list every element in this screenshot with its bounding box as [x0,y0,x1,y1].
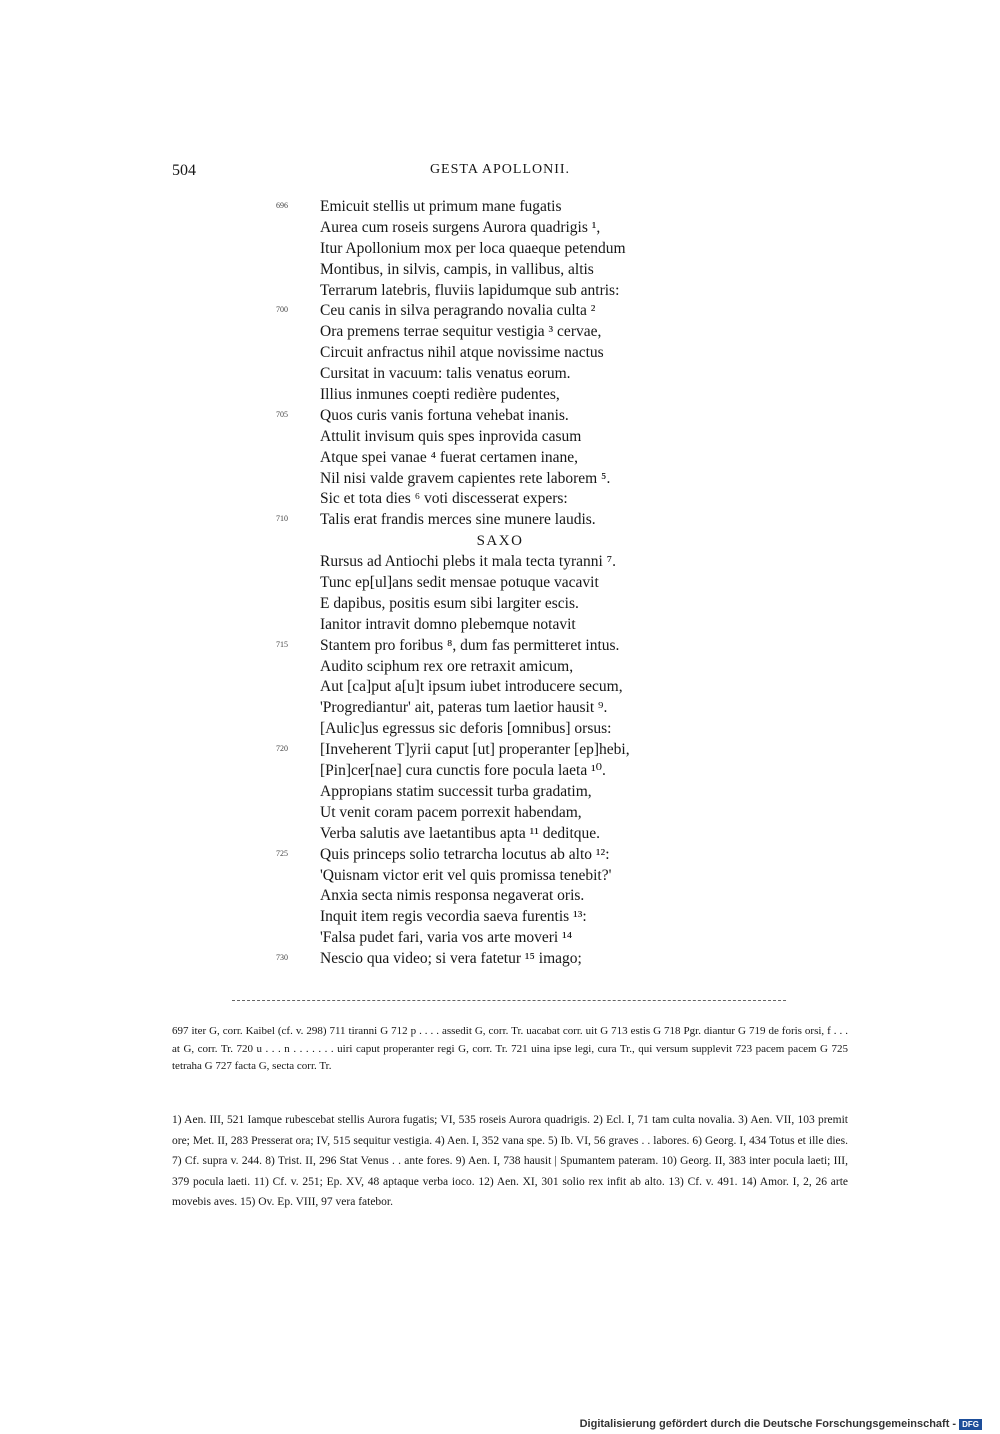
verse-line [0,657,1000,678]
verse-line [0,469,1000,490]
verse-line [0,803,1000,824]
verse-text: E dapibus, positis esum sibi largiter escis. [320,594,579,612]
verse-text: Nil nisi valde gravem capientes rete laborem ⁵. [320,469,611,487]
verse-line [0,740,1000,761]
verse-text: Quos curis vanis fortuna vehebat inanis. [320,406,569,424]
verse-line [0,615,1000,636]
verse-line [0,907,1000,928]
verse-text: SAXO [476,533,524,550]
verse-line [0,260,1000,281]
verse-line [0,406,1000,427]
line-number: 730 [276,953,288,963]
verse-text: Circuit anfractus nihil atque novissime nactus [320,344,604,362]
verse-line [0,949,1000,970]
verse-line [0,448,1000,469]
verse-line [0,573,1000,594]
verse-text: Nescio qua video; si vera fatetur ¹⁵ imago; [320,950,582,968]
verse-text: 'Progrediantur' ait, pateras tum laetior hausit ⁹. [320,699,608,717]
verse-line [0,928,1000,949]
line-number: 700 [276,305,288,315]
verse-text: Aut [ca]put a[u]t ipsum iubet introducere secum, [320,678,623,696]
verse-text: Terrarum latebris, fluviis lapidumque sub antris: [320,281,620,299]
verse-line [0,698,1000,719]
verse-text: Quis princeps solio tetrarcha locutus ab alto ¹²: [320,845,610,863]
verse-text: Itur Apollonium mox per loca quaeque petendum [320,239,626,257]
verse-line [0,677,1000,698]
dfg-logo: DFG [959,1419,982,1430]
verse-line [0,886,1000,907]
verse-text: Montibus, in silvis, campis, in vallibus, altis [320,260,594,278]
verse-line [0,301,1000,322]
line-number: 696 [276,201,288,210]
credit-text: Digitalisierung gefördert durch die Deutsche Forschungsgemeinschaft - [579,1418,957,1430]
verse-line [0,427,1000,448]
verse-text: [Inveherent T]yrii caput [ut] properanter [ep]hebi, [320,741,630,759]
digitization-credit [580,1418,982,1430]
verse-line [0,866,1000,887]
verse-line [0,636,1000,657]
line-number: 705 [276,409,288,419]
separator-rule [232,1000,786,1001]
verse-text: Illius inmunes coepti redière pudentes, [320,386,560,404]
verse-text: Stantem pro foribus ⁸, dum fas permitteret intus. [320,636,620,654]
verse-text: Anxia secta nimis responsa negaverat oris. [320,887,585,905]
verse-line [0,197,1000,218]
verse-line [0,218,1000,239]
poem-text [0,197,1000,970]
verse-text: Ceu canis in silva peragrando novalia culta ² [320,302,596,320]
verse-text: [Aulic]us egressus sic deforis [omnibus] orsus: [320,720,612,738]
page-number: 504 [172,162,196,179]
verse-text: Appropians statim successit turba gradatim, [320,782,592,800]
line-number: 715 [276,639,288,649]
verse-line [0,385,1000,406]
verse-line [0,239,1000,260]
line-number: 710 [276,514,288,524]
verse-line [0,281,1000,302]
verse-text: Ianitor intravit domno plebemque notavit [320,615,576,633]
verse-line [0,594,1000,615]
running-title: GESTA APOLLONII. [429,162,571,177]
verse-line [0,552,1000,573]
line-number: 720 [276,744,288,754]
verse-text: Talis erat frandis merces sine munere laudis. [320,511,596,529]
verse-line [0,782,1000,803]
section-heading [0,531,1000,552]
verse-text: Rursus ad Antiochi plebs it mala tecta tyranni ⁷. [320,553,616,571]
verse-text: [Pin]cer[nae] cura cunctis fore pocula laeta ¹⁰. [320,762,606,780]
verse-line [0,510,1000,531]
verse-line [0,489,1000,510]
line-number: 725 [276,848,288,858]
verse-text: Inquit item regis vecordia saeva furentis ¹³: [320,908,587,926]
verse-text: Atque spei vanae ⁴ fuerat certamen inane, [320,448,579,466]
verse-text: Cursitat in vacuum: talis venatus eorum. [320,365,571,383]
verse-text: Sic et tota dies ⁶ voti discesserat expers: [320,490,568,508]
verse-text: Attulit invisum quis spes inprovida casum [320,427,582,445]
verse-text: Audito sciphum rex ore retraxit amicum, [320,657,574,675]
verse-text: 'Falsa pudet fari, varia vos arte moveri ¹⁴ [320,929,573,947]
verse-line [0,761,1000,782]
verse-line [0,322,1000,343]
verse-text: Emicuit stellis ut primum mane fugatis [320,198,562,215]
verse-text: Aurea cum roseis surgens Aurora quadrigis ¹, [320,218,601,236]
verse-text: 'Quisnam victor erit vel quis promissa tenebit?' [320,866,612,884]
verse-line [0,824,1000,845]
verse-text: Tunc ep[ul]ans sedit mensae potuque vacavit [320,574,599,592]
verse-text: Ut venit coram pacem porrexit habendam, [320,803,582,821]
source-footnotes: 1) Aen. III, 521 Iamque rubescebat stellis Aurora fugatis; VI, 535 roseis Aurora quadrigis. 2) Ecl. I, 71 tam culta novalia. 3) Aen. VII, 103 premit ore; Met. II, 283 Presserat ora; IV, 515 sequitur vestigia. 4) Aen. I, 352 vana spe. 5) Ib. VI, 56 graves . . labores. 6) Georg. I, 434 Totus et ille dies. 7) Cf. supra v. 244. 8) Trist. II, 296 Stat Venus . . ante fores. 9) Aen. I, 738 hausit | Spumantem pateram. 10) Georg. II, 383 inter pocula laeti; III, 379 pocula laeti. 11) Cf. v. 251; Ep. XV, 48 aptaque verba ioco. 12) Aen. XI, 301 solio rex infit ab alto. 13) Cf. v. 491. 14) Amor. I, 2, 26 arte movebis aves. 15) Ov. Ep. VIII, 97 vera fatebor. [172,1114,848,1209]
verse-line [0,719,1000,740]
verse-line [0,845,1000,866]
verse-line [0,343,1000,364]
critical-apparatus: 697 iter G, corr. Kaibel (cf. v. 298) 711 tiranni G 712 p . . . . assedit G, corr. Tr. uacabat corr. uit G 713 estis G 718 Pgr. diantur G 719 de foris orsi, f . . . at G, corr. Tr. 720 u . . . n . . . . . . . uiri caput properanter regi G, corr. Tr. 721 uina ipse legi, cura Tr., qui versum supplevit 723 pacem pacem G 725 tetraha G 727 facta G, secta corr. Tr. [172,1025,848,1073]
verse-text: Ora premens terrae sequitur vestigia ³ cervae, [320,323,602,341]
verse-text: Verba salutis ave laetantibus apta ¹¹ deditque. [320,824,601,842]
verse-line [0,364,1000,385]
